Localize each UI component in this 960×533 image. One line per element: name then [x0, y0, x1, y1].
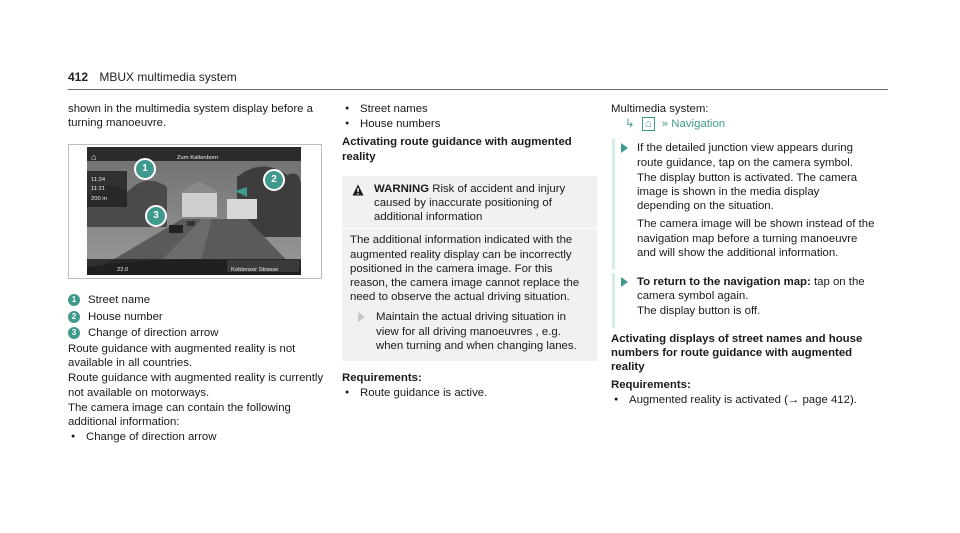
- col1-para-1: Route guidance with augmented reality is not available in all countries.: [68, 343, 296, 370]
- step-1-text: If the detailed junction view appears during route guidance, tap on the camera symbol.: [637, 142, 853, 169]
- legend-item-3: [68, 326, 326, 340]
- legend-text: House number: [88, 310, 163, 323]
- cam-time-2: 11:21: [91, 186, 106, 193]
- col1-para-3: The camera image can contain the following additional information:: [68, 401, 291, 429]
- warning-tip-text: Maintain the actual driving situation in view for all driving manoeuvres , e.g. when turning and when changing lanes.: [376, 311, 577, 352]
- warning-box: [342, 176, 597, 361]
- step-2-text: [637, 275, 875, 303]
- camera-figure: [68, 144, 322, 279]
- col2-bullet-2: ● House numbers: [342, 117, 597, 131]
- legend-item-1: [68, 293, 326, 307]
- col3-requirements-label: Requirements:: [611, 379, 691, 392]
- warning-tip: [350, 310, 589, 353]
- home-icon: ⌂: [91, 152, 97, 163]
- cam-street-bottom: Koblenzer Strasse: [231, 267, 279, 274]
- home-icon: ⌂: [642, 117, 655, 131]
- warning-separator: [342, 228, 597, 229]
- col3-requirement: ● Augmented reality is activated (→ page 412).: [611, 393, 875, 407]
- legend-number: 1: [68, 294, 80, 306]
- step-1-result: The display button is activated. The camera image is shown in the media display depending on the situation.: [637, 171, 858, 213]
- callout-3: 3: [145, 205, 167, 227]
- step-1: [612, 139, 875, 269]
- cam-temperature: 22.0: [117, 267, 129, 274]
- step-2-result: The display button is off.: [637, 305, 761, 318]
- warning-header: [350, 182, 589, 225]
- column-1: [68, 102, 326, 445]
- cam-distance: 200 m: [91, 196, 108, 203]
- legend-text: Street name: [88, 294, 151, 307]
- column-2: [342, 102, 597, 401]
- col2-heading: Activating route guidance with augmented reality: [342, 136, 572, 163]
- step-1-note: The camera image will be shown instead of the navigation map before a turning manoeuvre and will show the additional information.: [637, 218, 875, 259]
- step-arrow-icon: [621, 143, 628, 153]
- legend-number: 2: [68, 311, 80, 323]
- col1-bullet: ● Change of direction arrow: [68, 430, 326, 444]
- legend-number: 3: [68, 327, 80, 339]
- col2-requirement: ● Route guidance is active.: [342, 386, 597, 400]
- col1-para-2: Route guidance with augmented reality is currently not available on motorways.: [68, 372, 324, 399]
- menu-path: [611, 117, 875, 131]
- legend-item-2: [68, 310, 326, 324]
- warning-label: WARNING: [374, 182, 430, 195]
- page-header-title: MBUX multimedia system: [99, 70, 237, 84]
- step-2: [612, 273, 875, 328]
- warning-text: Risk of accident and injury caused by inaccurate positioning of additional information: [374, 182, 566, 224]
- col3-intro: Multimedia system:: [611, 103, 709, 115]
- path-arrow-icon: ↳: [625, 118, 635, 131]
- cam-time-1: 11:24: [91, 177, 106, 184]
- step-arrow-icon: [358, 312, 365, 322]
- path-chevron-icon: »: [661, 118, 669, 131]
- path-navigation: Navigation: [671, 118, 726, 131]
- col2-requirements-label: Requirements:: [342, 372, 422, 385]
- header-rule: [68, 89, 888, 90]
- legend-text: Change of direction arrow: [88, 326, 219, 339]
- warning-body: The additional information indicated with the augmented reality display can be incorrectly positioned in the camera image. For this reason, the camera image cannot replace the need to observe the actual driving situation.: [350, 234, 580, 304]
- column-3: [611, 102, 875, 409]
- cam-street-top: Zum Kaltenborn: [177, 155, 219, 162]
- callout-2: 2: [263, 169, 285, 191]
- step-arrow-icon: [621, 277, 628, 287]
- warning-icon: [352, 184, 364, 196]
- camera-scene: [87, 147, 301, 275]
- step-2-rest: tap on the camera symbol again.: [637, 276, 865, 303]
- callout-1: 1: [134, 158, 156, 180]
- camera-image: [87, 147, 301, 275]
- col2-bullet-1: ● Street names: [342, 102, 597, 116]
- col1-intro: shown in the multimedia system display before a turning manoeuvre.: [68, 103, 314, 130]
- page-number: 412: [68, 70, 89, 84]
- col3-heading: Activating displays of street names and house numbers for route guidance with augmented reality: [611, 332, 863, 374]
- step-2-bold: To return to the navigation map:: [637, 276, 811, 289]
- page-header: [68, 70, 237, 84]
